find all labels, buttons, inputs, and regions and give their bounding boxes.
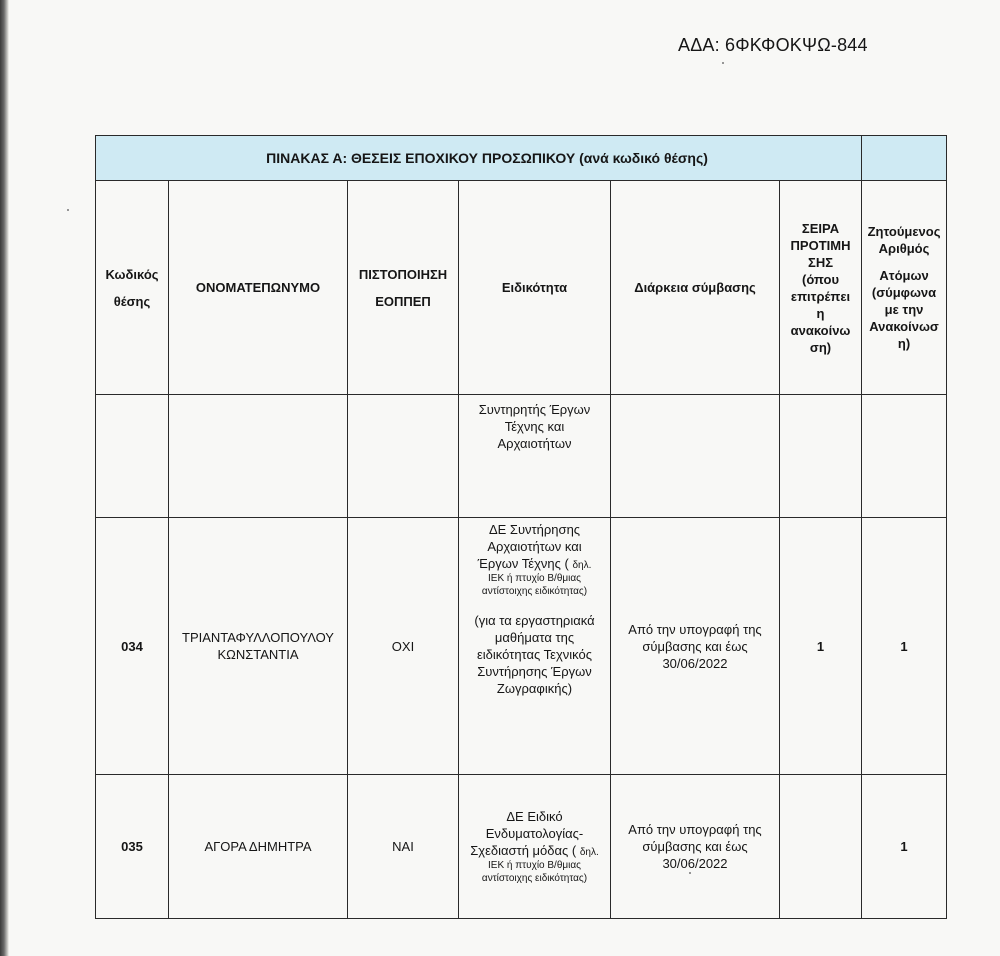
header-duration: Διάρκεια σύμβασης bbox=[611, 181, 780, 395]
cell-preference bbox=[780, 775, 862, 919]
table-row bbox=[96, 395, 947, 518]
cell-specialty: Συντηρητής Έργων Τέχνης και Αρχαιοτήτων bbox=[459, 395, 611, 518]
cell-name: ΤΡΙΑΝΤΑΦΥΛΛΟΠΟΥΛΟΥ ΚΩΝΣΤΑΝΤΙΑ bbox=[169, 518, 348, 775]
cell-name bbox=[169, 395, 348, 518]
scan-edge bbox=[0, 0, 9, 956]
cell-duration: Από την υπογραφή της σύμβασης και έως 30/06/2022 bbox=[611, 518, 780, 775]
header-cert: ΠΙΣΤΟΠΟΙΗΣΗ ΕΟΠΠΕΠ bbox=[348, 181, 459, 395]
scan-speck bbox=[722, 62, 724, 64]
cell-cert: ΝΑΙ bbox=[348, 775, 459, 919]
cell-code: 035 bbox=[96, 775, 169, 919]
cell-requested: 1 bbox=[862, 775, 947, 919]
header-name: ΟΝΟΜΑΤΕΠΩΝΥΜΟ bbox=[169, 181, 348, 395]
cell-cert bbox=[348, 395, 459, 518]
table-row bbox=[96, 518, 947, 775]
cell-code bbox=[96, 395, 169, 518]
header-requested: Ζητούμενος Αριθμός Ατόμων (σύμφωνα με την Ανακοίνωσ η) bbox=[862, 181, 947, 395]
ada-code: ΑΔΑ: 6ΦΚΦΟΚΨΩ-844 bbox=[678, 35, 868, 55]
title-empty-cell bbox=[862, 136, 947, 181]
cell-preference bbox=[780, 395, 862, 518]
cell-preference: 1 bbox=[780, 518, 862, 775]
cell-specialty: ΔΕ Ειδικό Ενδυματολογίας- Σχεδιαστή μόδας ( δηλ. ΙΕΚ ή πτυχίο Β/θμιας αντίστοιχης ειδικότητας) bbox=[459, 775, 611, 919]
table-title-row bbox=[96, 136, 947, 181]
cell-specialty: ΔΕ Συντήρησης Αρχαιοτήτων και Έργων Τέχνης ( δηλ. ΙΕΚ ή πτυχίο Β/θμιας αντίστοιχης ειδικότητας) (για τα εργαστηριακά μαθήματα της ειδικότητας Τεχνικός Συντήρησης Έργων Ζωγραφικής) bbox=[459, 518, 611, 775]
header-row bbox=[96, 181, 947, 395]
header-preference: ΣΕΙΡΑ ΠΡΟΤΙΜΗ ΣΗΣ (όπου επιτρέπει η ανακοίνω ση) bbox=[780, 181, 862, 395]
positions-table bbox=[95, 135, 947, 919]
header-specialty: Ειδικότητα bbox=[459, 181, 611, 395]
cell-requested bbox=[862, 395, 947, 518]
table-row bbox=[96, 775, 947, 919]
table-title: ΠΙΝΑΚΑΣ Α: ΘΕΣΕΙΣ ΕΠΟΧΙΚΟΥ ΠΡΟΣΩΠΙΚΟΥ (ανά κωδικό θέσης) bbox=[96, 136, 862, 181]
cell-cert: ΟΧΙ bbox=[348, 518, 459, 775]
cell-duration bbox=[611, 395, 780, 518]
cell-duration: Από την υπογραφή της σύμβασης και έως 30/06/2022 bbox=[611, 775, 780, 919]
scan-speck bbox=[67, 209, 69, 211]
header-code: Κωδικός θέσης bbox=[96, 181, 169, 395]
cell-name: ΑΓΟΡΑ ΔΗΜΗΤΡΑ bbox=[169, 775, 348, 919]
cell-requested: 1 bbox=[862, 518, 947, 775]
cell-code: 034 bbox=[96, 518, 169, 775]
